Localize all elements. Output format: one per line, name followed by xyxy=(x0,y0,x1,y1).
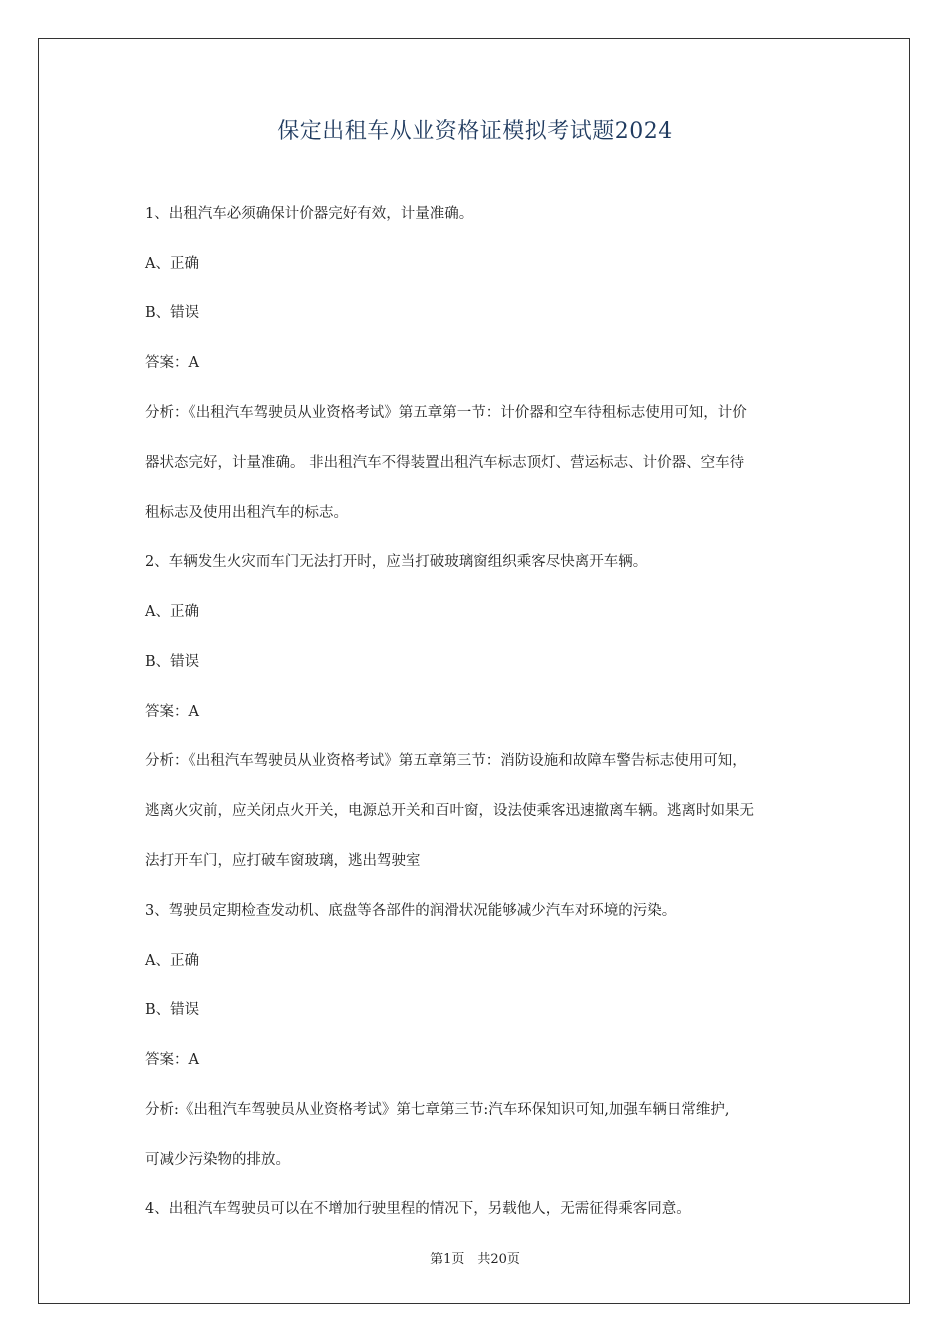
answer: 答案：A xyxy=(145,704,199,720)
question-3: 3、驾驶员定期检查发动机、底盘等各部件的润滑状况能够减少汽车对环境的污染。 xyxy=(145,903,677,919)
question-4: 4、出租汽车驾驶员可以在不增加行驶里程的情况下，另载他人，无需征得乘客同意。 xyxy=(145,1201,691,1217)
analysis-line: 可减少污染物的排放。 xyxy=(145,1152,290,1168)
option-a: A、正确 xyxy=(145,953,199,969)
analysis-line: 器状态完好，计量准确。 非出租汽车不得装置出租汽车标志顶灯、营运标志、计价器、空车待 xyxy=(145,455,745,471)
option-b: B、错误 xyxy=(145,305,200,321)
question-2: 2、车辆发生火灾而车门无法打开时，应当打破玻璃窗组织乘客尽快离开车辆。 xyxy=(145,554,648,570)
analysis-line: 逃离火灾前，应关闭点火开关，电源总开关和百叶窗，设法使乘客迅速撤离车辆。逃离时如果无 xyxy=(145,803,754,819)
answer: 答案：A xyxy=(145,1052,199,1068)
analysis-line: 租标志及使用出租汽车的标志。 xyxy=(145,505,348,521)
option-b: B、错误 xyxy=(145,654,200,670)
option-a: A、正确 xyxy=(145,256,199,272)
analysis-line: 分析：《出租汽车驾驶员从业资格考试》第五章第三节：消防设施和故障车警告标志使用可知， xyxy=(145,753,747,769)
page-number: 第1页 共20页 xyxy=(430,1252,520,1267)
analysis-line: 分析：《出租汽车驾驶员从业资格考试》第五章第一节：计价器和空车待租标志使用可知，计价 xyxy=(145,405,747,421)
answer: 答案：A xyxy=(145,355,199,371)
analysis-line: 法打开车门，应打破车窗玻璃，逃出驾驶室 xyxy=(145,853,421,869)
document-title: 保定出租车从业资格证模拟考试题2024 xyxy=(277,119,673,144)
analysis-line: 分析:《出租汽车驾驶员从业资格考试》第七章第三节:汽车环保知识可知,加强车辆日常维护, xyxy=(145,1102,730,1118)
question-1: 1、出租汽车必须确保计价器完好有效，计量准确。 xyxy=(145,206,474,222)
option-a: A、正确 xyxy=(145,604,199,620)
option-b: B、错误 xyxy=(145,1002,200,1018)
